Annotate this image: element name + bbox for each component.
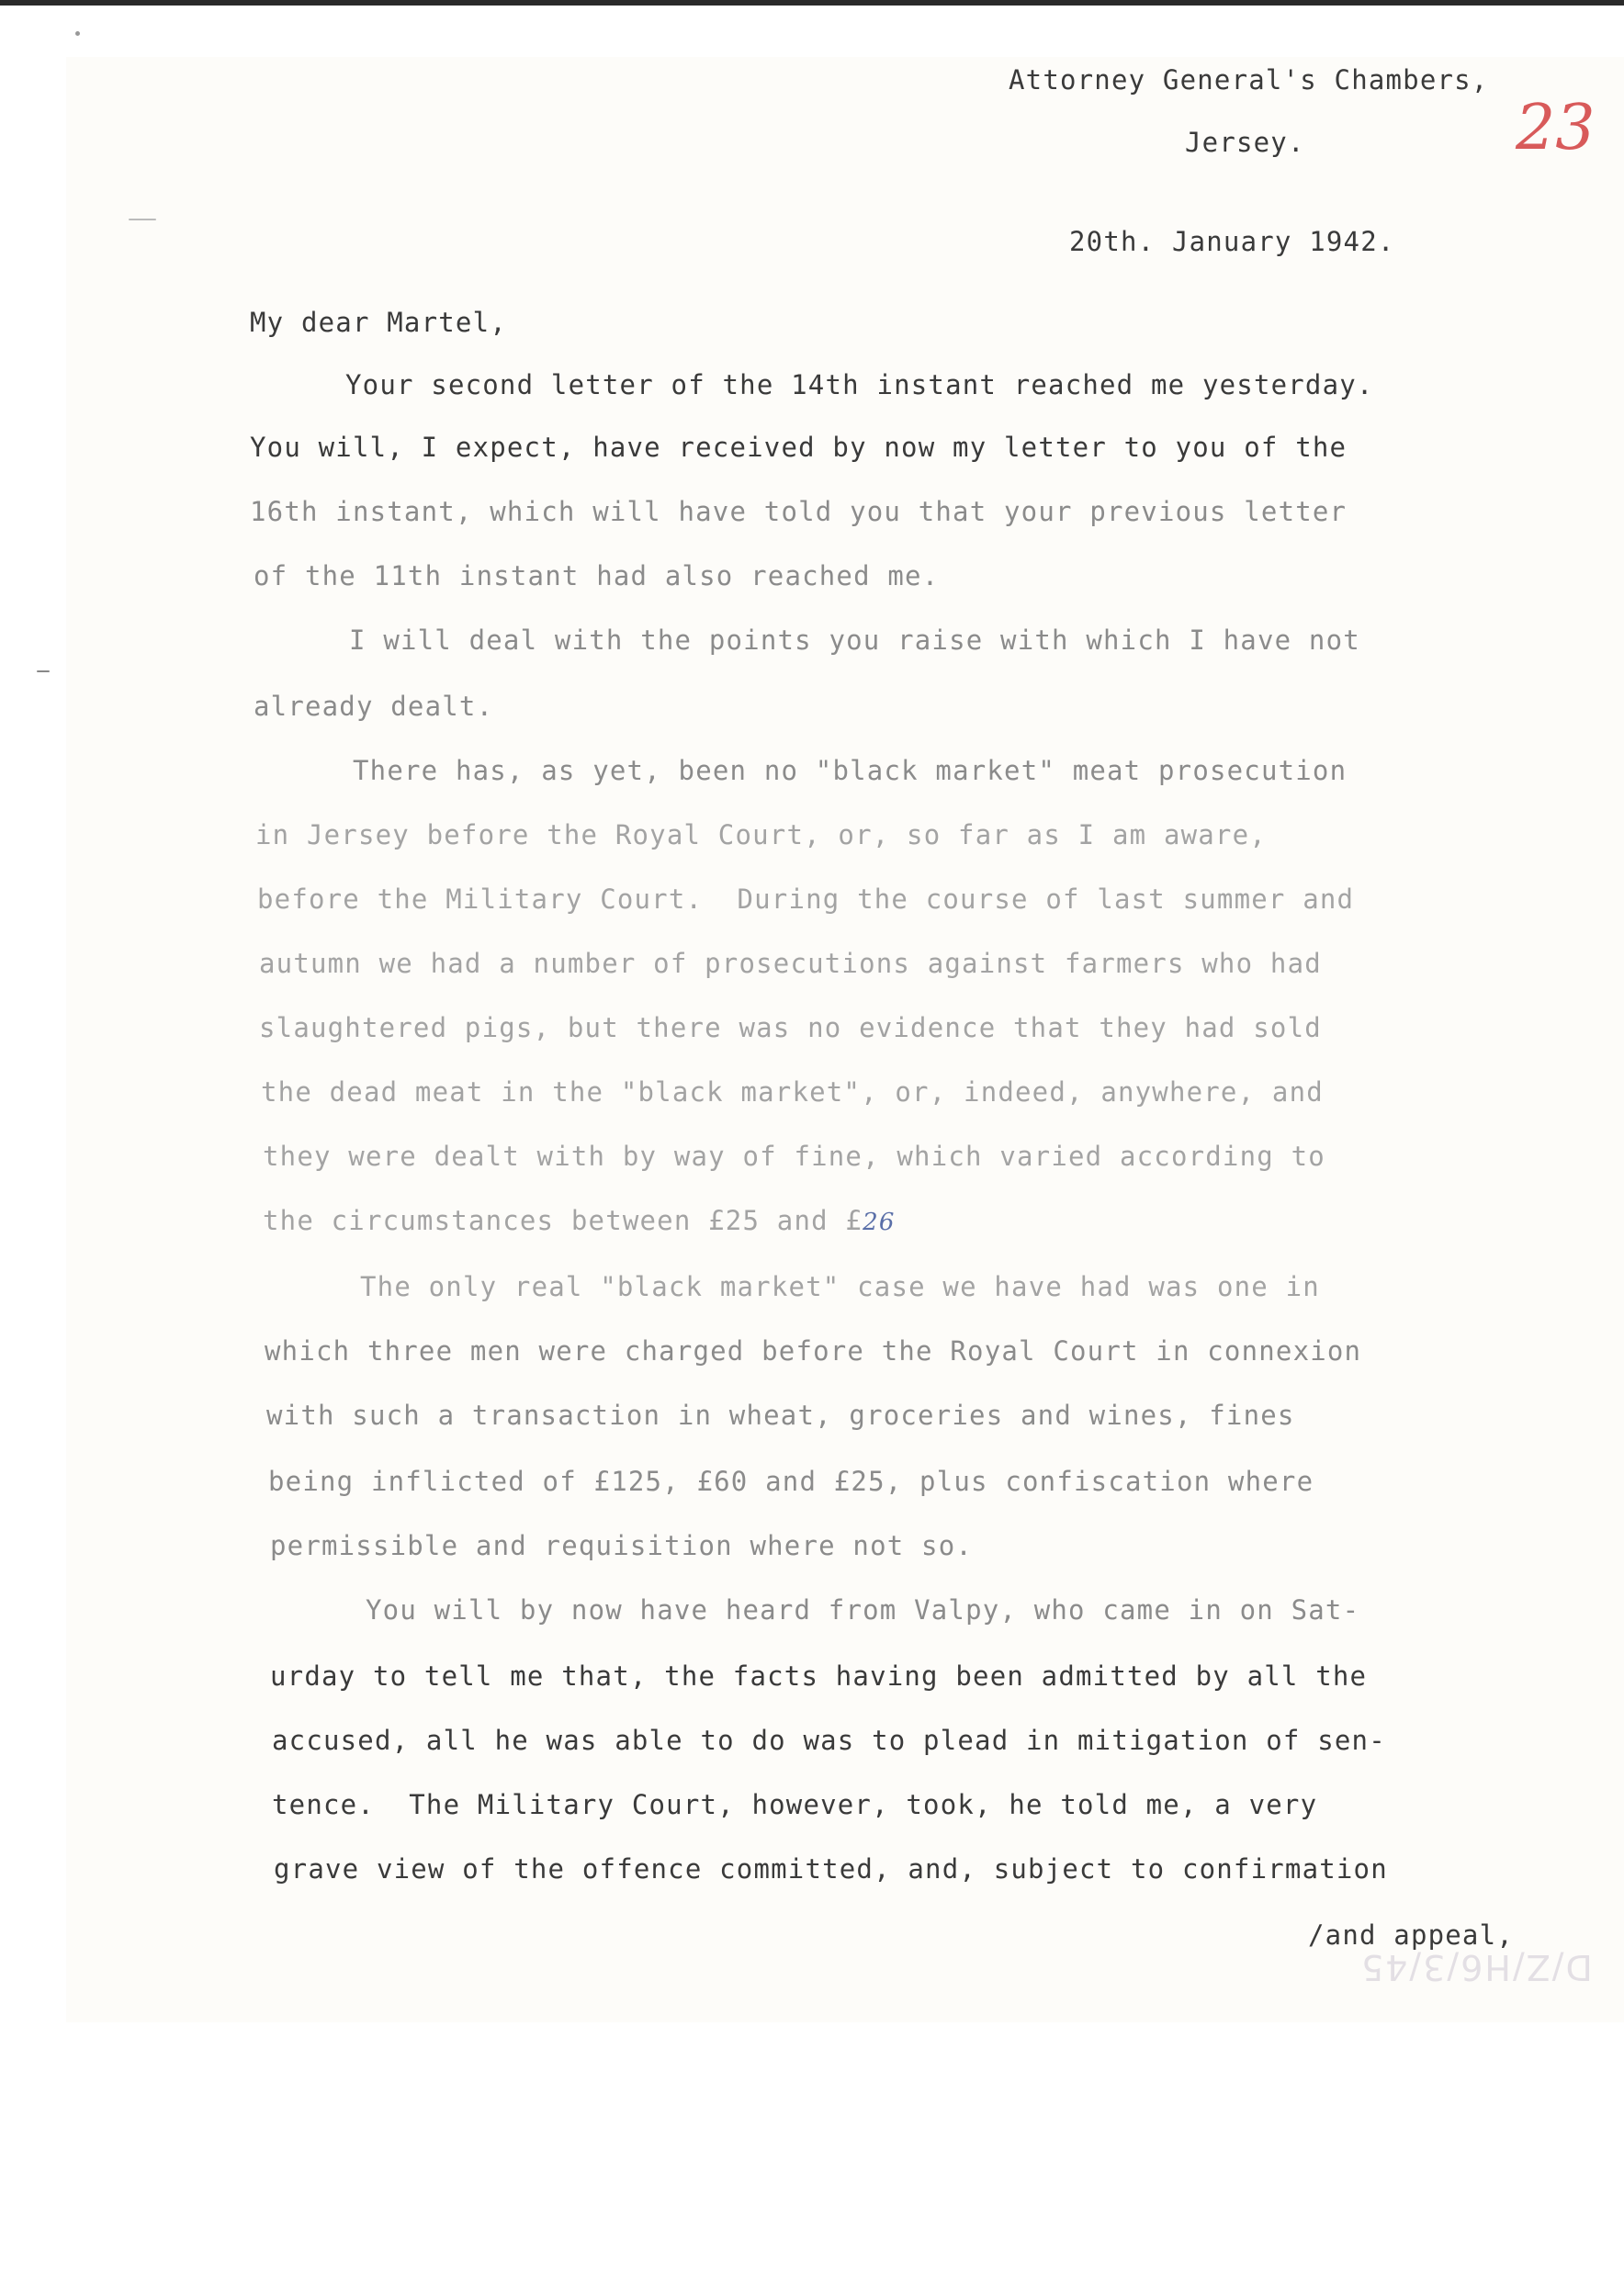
archive-reference-stamp: D/Z/H6/3/45: [1359, 1947, 1593, 1987]
body-line: permissible and requisition where not so.: [270, 1530, 974, 1561]
body-line: I will deal with the points you raise with which I have not: [349, 625, 1360, 656]
ink-speck: [129, 219, 156, 220]
scan-top-edge: [0, 0, 1624, 6]
body-line: being inflicted of £125, £60 and £25, plus confiscation where: [268, 1466, 1314, 1497]
ink-speck: [75, 31, 80, 36]
body-line: with such a transaction in wheat, groceries and wines, fines: [266, 1400, 1295, 1431]
handwritten-amount: 26: [863, 1209, 896, 1236]
body-line: grave view of the offence committed, and, subject to confirmation: [274, 1853, 1388, 1885]
body-line: in Jersey before the Royal Court, or, so far as I am aware,: [255, 819, 1267, 850]
body-line: already dealt.: [254, 691, 494, 722]
body-line: which three men were charged before the Royal Court in connexion: [265, 1335, 1362, 1367]
body-line: Your second letter of the 14th instant reached me yesterday.: [345, 369, 1374, 400]
body-line: before the Military Court. During the course of last summer and: [257, 884, 1355, 915]
body-line: [263, 1205, 896, 1236]
letterhead-address-line1: Attorney General's Chambers,: [1009, 64, 1489, 96]
body-line: slaughtered pigs, but there was no evidence that they had sold: [259, 1012, 1322, 1043]
body-line: tence. The Military Court, however, took, he told me, a very: [272, 1789, 1318, 1820]
folio-number: 23: [1516, 92, 1596, 164]
body-line: of the 11th instant had also reached me.: [254, 560, 940, 591]
body-line: they were dealt with by way of fine, which varied according to: [263, 1141, 1325, 1172]
body-line: urday to tell me that, the facts having been admitted by all the: [270, 1660, 1368, 1692]
catchword: /and appeal,: [1308, 1919, 1514, 1951]
body-line: accused, all he was able to do was to plead in mitigation of sen-: [272, 1725, 1386, 1756]
body-line: You will, I expect, have received by now my letter to you of the: [250, 432, 1348, 463]
salutation: My dear Martel,: [250, 307, 507, 338]
body-line: 16th instant, which will have told you that your previous letter: [250, 496, 1348, 527]
letterhead-address-line2: Jersey.: [1185, 127, 1305, 158]
ink-speck: [37, 670, 50, 672]
body-line: The only real "black market" case we have had was one in: [360, 1271, 1320, 1302]
body-line: There has, as yet, been no "black market" meat prosecution: [353, 755, 1348, 786]
body-line-text: the circumstances between £25 and £: [263, 1205, 863, 1236]
body-line: the dead meat in the "black market", or, indeed, anywhere, and: [261, 1076, 1324, 1108]
body-line: You will by now have heard from Valpy, who came in on Sat-: [366, 1594, 1360, 1626]
letter-date: 20th. January 1942.: [1069, 226, 1395, 257]
body-line: autumn we had a number of prosecutions against farmers who had: [259, 948, 1322, 979]
